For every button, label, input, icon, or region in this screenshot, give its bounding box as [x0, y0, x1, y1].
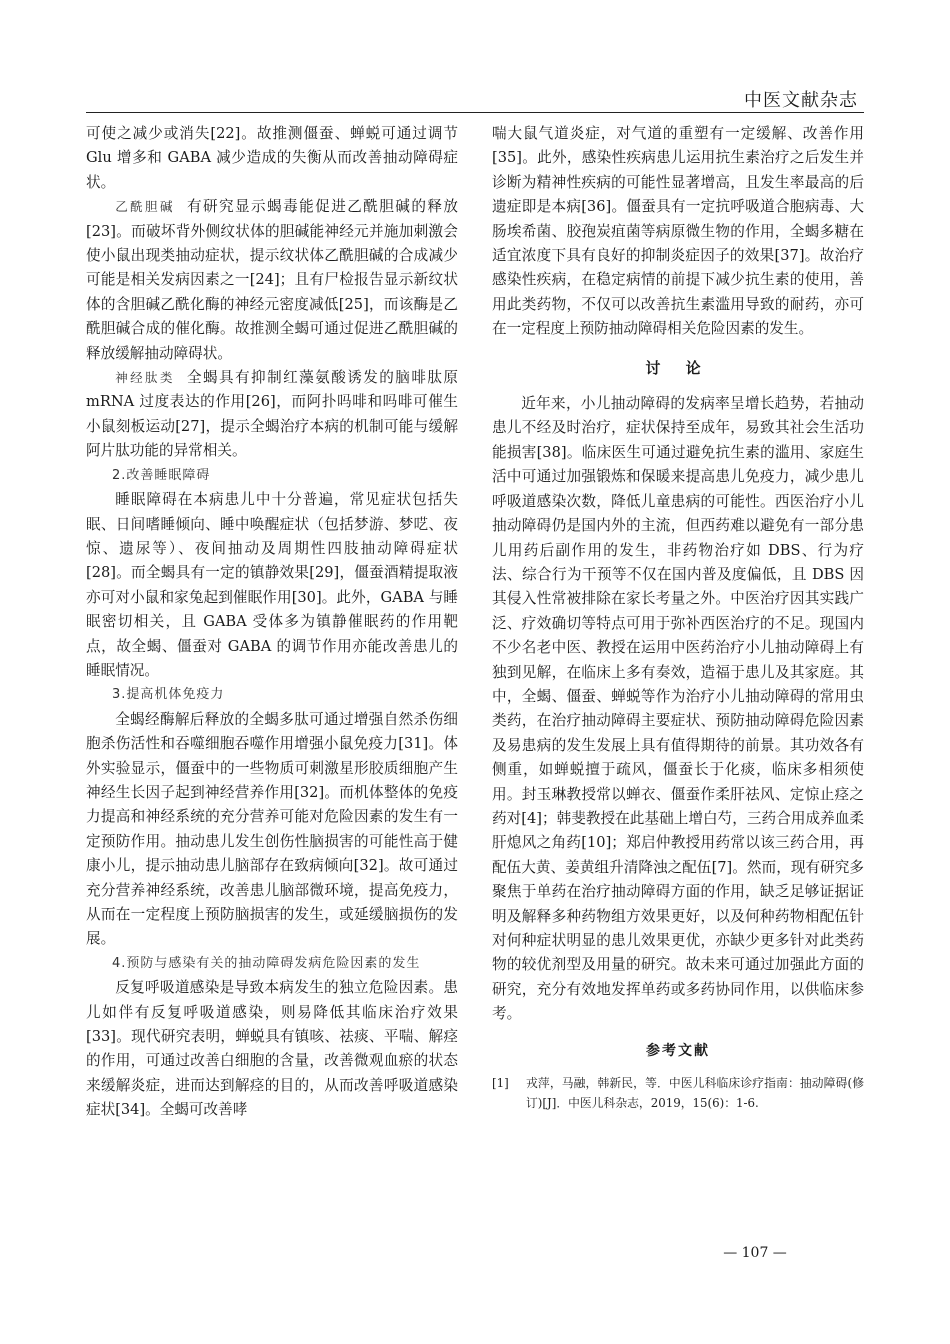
paragraph: 可使之减少或消失[22]。故推测僵蚕、蝉蜕可通过调节 Glu 增多和 GABA 减少造成的失衡从而改善抽动障碍症状。: [86, 125, 458, 191]
references-title: 参考文献: [646, 1042, 710, 1059]
paragraph-text: 全蝎具有抑制红藻氨酸诱发的脑啡肽原 mRNA 过度表达的作用[26]，而阿扑吗啡和吗啡可催生小鼠刻板运动[27]，提示全蝎治疗本病的机制可能与缓解阿片肽功能的异常相关。: [86, 369, 458, 460]
subsection-tag: 神经肽类: [115, 370, 175, 386]
reference-text: 戎萍，马融，韩新民，等．中医儿科临床诊疗指南：抽动障碍(修订)[J]．中医儿科杂志，2019，15(6)：1-6.: [526, 1076, 864, 1111]
section-title: 讨 论: [645, 358, 711, 377]
paragraph: [86, 366, 458, 464]
subsection-tag: 乙酰胆碱: [115, 199, 175, 215]
subsection-heading: 4.预防与感染有关的抽动障碍发病危险因素的发生: [112, 955, 421, 971]
paragraph: 全蝎经酶解后释放的全蝎多肽可通过增强自然杀伤细胞杀伤活性和吞噬细胞吞噬作用增强小鼠免疫力[31]。体外实验显示，僵蚕中的一些物质可刺激星形胶质细胞产生神经生长因子起到神经营养作用[32]。而机体整体的免疫力提高和神经系统的充分营养可能对危险因素的发生有一定预防作用。抽动患儿发生创伤性脑损害的可能性高于健康小儿，提示抽动患儿脑部存在致病倾向[32]。故可通过充分营养神经系统，改善患儿脑部微环境，提高免疫力，从而在一定程度上预防脑损害的发生，或延缓脑损伤的发展。: [86, 710, 458, 948]
paragraph-text: 有研究显示蝎毒能促进乙酰胆碱的释放[23]。而破坏背外侧纹状体的胆碱能神经元并施加刺激会使小鼠出现类抽动症状，提示纹状体乙酰胆碱的合成减少可能是相关发病因素之一[24]；且有尸检报告显示新纹状体的含胆碱乙酰化酶的神经元密度减低[25]，而该酶是乙酰胆碱合成的催化酶。故推测全蝎可通过促进乙酰胆碱的释放缓解抽动障碍状。: [86, 198, 458, 362]
subsection-heading: 2.改善睡眠障碍: [112, 467, 211, 483]
reference-number: [1]: [492, 1076, 509, 1091]
paragraph: 睡眠障碍在本病患儿中十分普遍，常见症状包括失眠、日间嗜睡倾向、睡中唤醒症状（包括梦游、梦呓、夜惊、遗尿等）、夜间抽动及周期性四肢抽动障碍症状[28]。而全蝎具有一定的镇静效果[29]，僵蚕酒精提取液亦可对小鼠和家兔起到催眠作用[30]。此外，GABA 与睡眠密切相关，且 GABA 受体多为镇静催眠药的作用靶点，故全蝎、僵蚕对 GABA 的调节作用亦能改善患儿的睡眠情况。: [86, 491, 458, 679]
subsection-heading: 3.提高机体免疫力: [112, 687, 225, 703]
right-column: [492, 122, 864, 1113]
left-column: [86, 122, 458, 1123]
reference-item: [492, 1073, 864, 1113]
paragraph: 反复呼吸道感染是导致本病发生的独立危险因素。患儿如伴有反复呼吸道感染，则易降低其临床治疗效果[33]。现代研究表明，蝉蜕具有镇咳、祛痰、平喘、解痉的作用，可通过改善白细胞的含量，改善微观血瘀的状态来缓解炎症，进而达到解痉的目的，从而改善呼吸道感染症状[34]。全蝎可改善哮: [86, 979, 458, 1119]
page-number: — 107 —: [723, 1245, 787, 1261]
paragraph: 喘大鼠气道炎症，对气道的重塑有一定缓解、改善作用[35]。此外，感染性疾病患儿运用抗生素治疗之后发生并诊断为精神性疾病的可能性显著增高，且发生率最高的后遗症即是本病[36]。僵蚕具有一定抗呼吸道合胞病毒、大肠埃希菌、胶孢炭疽菌等病原微生物的作用，全蝎多糖在适宜浓度下具有良好的抑制炎症因子的效果[37]。故治疗感染性疾病，在稳定病情的前提下减少抗生素的使用，善用此类药物，不仅可以改善抗生素滥用导致的耐药，亦可在一定程度上预防抽动障碍相关危险因素的发生。: [492, 125, 864, 338]
paragraph: [86, 195, 458, 366]
paragraph: 近年来，小儿抽动障碍的发病率呈增长趋势，若抽动患儿不经及时治疗，症状保持至成年，易致其社会生活功能损害[38]。临床医生可通过避免抗生素的滥用、家庭生活中可通过加强锻炼和保暖来提高患儿免疫力，减少患儿呼吸道感染次数，降低儿童患病的可能性。西医治疗小儿抽动障碍仍是国内外的主流，但西药难以避免有一部分患儿用药后副作用的发生，非药物治疗如 DBS、行为疗法、综合行为干预等不仅在国内普及度偏低，且 DBS 因其侵入性常被排除在家长考量之外。中医治疗因其实践广泛、疗效确切等特点可用于弥补西医治疗的不足。现国内不少名老中医、教授在运用中医药治疗小儿抽动障碍上有独到见解，在临床上多有奏效，造福于患儿及其家庭。其中，全蝎、僵蚕、蝉蜕等作为治疗小儿抽动障碍的常用虫类药，在治疗抽动障碍主要症状、预防抽动障碍危险因素及易患病的发生发展上具有值得期待的前景。其功效各有侧重，如蝉蜕擅于疏风，僵蚕长于化痰，临床多相须使用。封玉琳教授常以蝉衣、僵蚕作柔肝祛风、定惊止痉之药对[4]；韩斐教授在此基础上增白芍，三药合用成养血柔肝熄风之角药[10]；郑启仲教授用药常以该三药合用，再配伍大黄、姜黄组升清降浊之配伍[7]。然而，现有研究多聚焦于单药在治疗抽动障碍方面的作用，缺乏足够证据证明及解释多种药物组方效果更好，以及何种药物相配伍针对何种症状明显的患儿效果更优，亦缺少更多针对此类药物的较优剂型及用量的研究。故未来可通过加强此方面的研究，充分有效地发挥单药或多药协同作用，以供临床参考。: [492, 395, 864, 1023]
header-rule: [86, 112, 864, 113]
journal-title: 中医文献杂志: [744, 90, 858, 111]
